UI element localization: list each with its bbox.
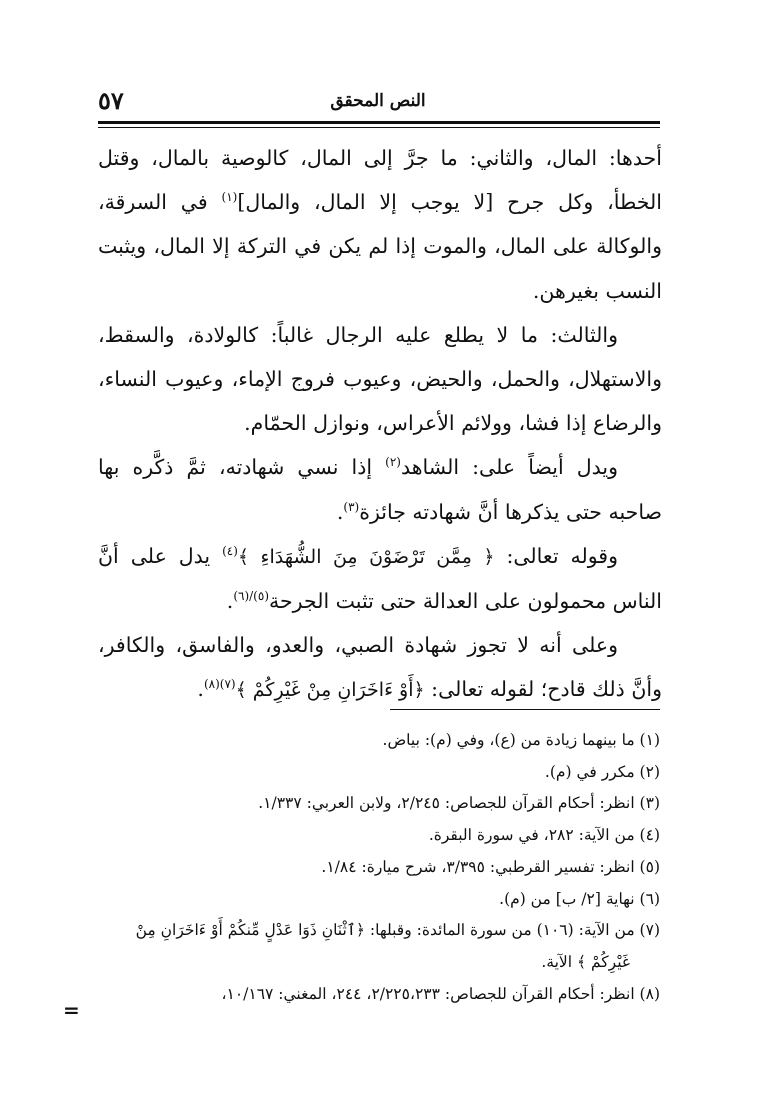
footnote-ref: (٣) xyxy=(343,499,360,514)
text-line: إذا نسي شهادته، ثمَّ ذكَّره بها صاحبه xyxy=(98,455,662,524)
footnote-4: (٤) من الآية: ٢٨٢، في سورة البقرة. xyxy=(428,826,660,845)
text-line: وعلى أنه لا تجوز شهادة الصبي، والعدو، والفاسق، والكافر، وأنَّ xyxy=(98,633,662,702)
footnote-7: (٧) من الآية: (١٠٦) من سورة المائدة: وقبلها: ﴿ٱثْنَانِ ذَوَا عَدْلٍ مِّنكُمْ أَوْ ءَاخَرَانِ مِنْ xyxy=(135,921,660,940)
paragraph-5 xyxy=(98,623,662,712)
text-line: حتى يذكرها أنَّ شهادته جائزة xyxy=(359,499,602,524)
text-line: أحدها: المال، والثاني: ما جرَّ إلى المال، كالوصية بالمال، وقتل الخطأ، xyxy=(98,146,662,215)
continuation-mark: = xyxy=(63,998,80,1022)
main-text xyxy=(98,136,662,713)
footnote-6: (٦) نهاية [٢/ ب] من (م). xyxy=(499,889,660,908)
footnote-5: (٥) انظر: تفسير القرطبي: ٣/٣٩٥، شرح ميارة: ١/٨٤. xyxy=(321,857,660,876)
quran-verse: ﴿ مِمَّن تَرْضَوْنَ مِنَ الشُّهَدَاءِ ﴾ xyxy=(237,545,495,568)
page-header xyxy=(98,86,658,116)
running-title: النص المحقق xyxy=(330,91,426,111)
quran-verse: ﴿أَوْ ءَاخَرَانِ مِنْ غَيْرِكُمْ ﴾ xyxy=(235,679,425,702)
footnote-ref: (٢) xyxy=(385,455,401,470)
paragraph-1 xyxy=(98,136,662,313)
footnotes xyxy=(98,725,674,1010)
text-line: يدل على أنَّ الناس xyxy=(98,543,662,614)
footnote-8: (٨) انظر: أحكام القرآن للجصاص: ٢/٢٢٥،٢٣٣، ٢٤٤، المغني: ١٠/١٦٧، xyxy=(221,984,660,1003)
text-line: والثالث: ما لا يطلع عليه الرجال غالباً: كالولادة، والسقط، xyxy=(98,322,618,347)
text-line: والموت إذا لم يكن في التركة إلا المال، ويثبت النسب بغيرهن. xyxy=(98,234,662,303)
footnote-ref: (٤) xyxy=(222,544,238,558)
paragraph-4 xyxy=(98,534,662,623)
text-line: ويدل أيضاً على: الشاهد xyxy=(400,455,619,480)
text-line: وقوله تعالى: xyxy=(494,543,619,568)
text-line: ذلك قادح؛ لقوله تعالى: xyxy=(424,677,625,702)
text-line: . xyxy=(226,589,234,614)
footnote-ref: (٥)/(٦) xyxy=(233,589,269,604)
paragraph-2 xyxy=(98,313,662,446)
page-number: ٥٧ xyxy=(98,86,124,115)
text-line: محمولون على العدالة حتى تثبت الجرحة xyxy=(269,589,607,614)
footnote-ref: (١) xyxy=(221,190,238,205)
footnote-ref: (٧)(٨) xyxy=(203,677,236,692)
text-line: . xyxy=(197,677,204,702)
footnote-separator xyxy=(390,709,660,710)
text-line: والاستهلال، والحمل، والحيض، وعيوب فروج الإماء، وعيوب النساء، xyxy=(98,367,662,392)
footnote-1: (١) ما بينهما زيادة من (ع)، وفي (م): بياض. xyxy=(382,731,660,749)
footnote-2: (٢) مكرر في (م). xyxy=(544,762,660,781)
text-line: في السرقة، والوكالة على المال، xyxy=(98,190,662,259)
text-line: والرضاع إذا فشا، وولائم الأعراس، ونوازل الحمّام. xyxy=(244,411,662,436)
text-line: وكل جرح [لا يوجب إلا المال، والمال] xyxy=(237,190,594,215)
footnote-3: (٣) انظر: أحكام القرآن للجصاص: ٢/٢٤٥، ولابن العربي: ١/٣٣٧. xyxy=(258,794,660,813)
header-rule-thin xyxy=(98,127,660,128)
header-rule-thick xyxy=(98,121,660,124)
text-line: . xyxy=(336,499,344,524)
footnote-7-continued: غَيْرِكُمْ ﴾ الآية. xyxy=(541,952,630,971)
paragraph-3 xyxy=(98,445,662,533)
